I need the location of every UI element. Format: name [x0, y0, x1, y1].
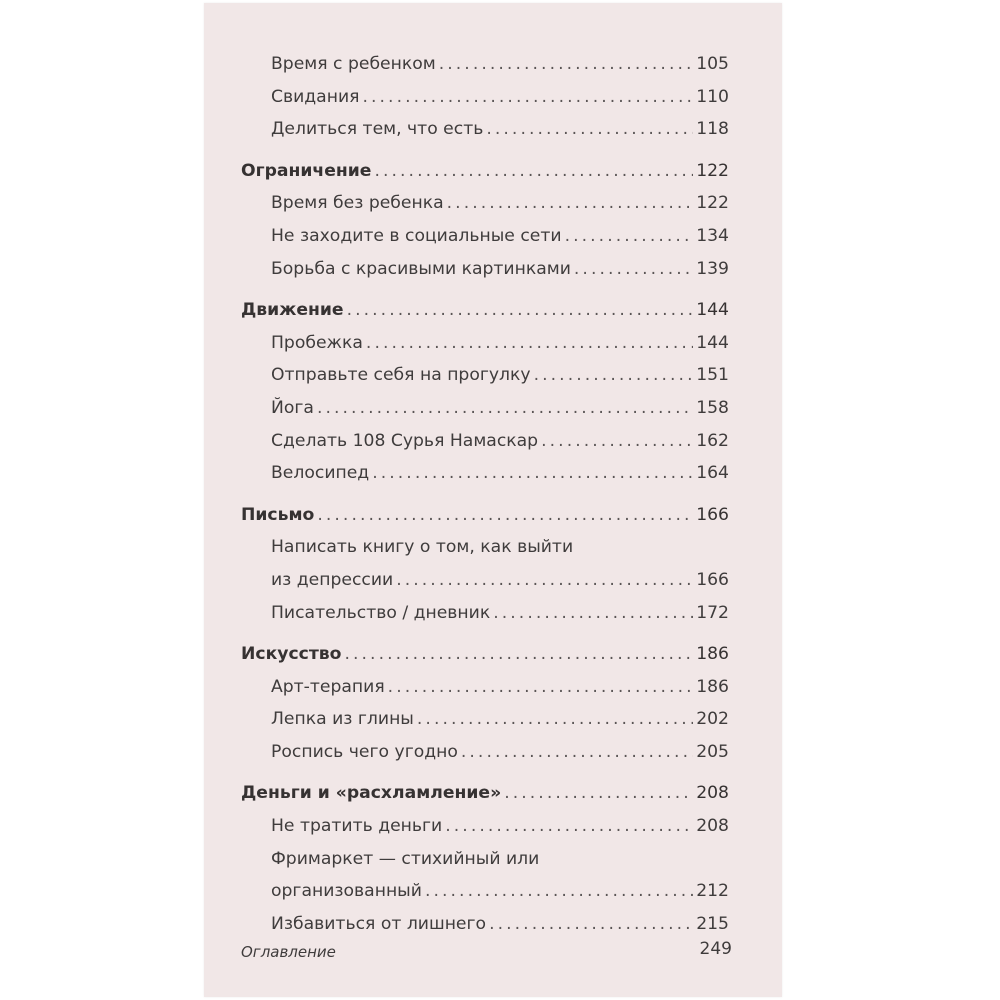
toc-entry-title: Роспись чего угодно: [271, 741, 458, 762]
toc-entry-page: 139: [696, 258, 729, 279]
toc-entry: [241, 113, 729, 146]
table-of-contents: [241, 48, 729, 940]
toc-entry-title: Йога: [271, 397, 314, 418]
toc-entry: [241, 564, 729, 597]
toc-section-title: Искусство: [241, 644, 342, 665]
toc-entry: [241, 187, 729, 220]
toc-section-page: 208: [696, 783, 729, 804]
dot-leader: [541, 425, 693, 458]
toc-entry-title: Время с ребенком: [271, 54, 436, 74]
toc-entry-page: 205: [696, 741, 729, 762]
dot-leader: [362, 81, 693, 114]
toc-section: [241, 499, 729, 532]
toc-entry: [241, 875, 729, 908]
toc-entry-title: Сделать 108 Сурья Намаскар: [271, 430, 539, 451]
toc-entry-title: Отправьте себя на прогулку: [271, 365, 531, 386]
toc-entry: [241, 253, 729, 286]
dot-leader: [374, 155, 693, 188]
toc-entry-page: 172: [696, 602, 729, 623]
dot-leader: [445, 810, 693, 843]
toc-entry-page: 134: [696, 225, 729, 246]
toc-entry-title: Избавиться от лишнего: [271, 913, 487, 934]
toc-entry-title: Время без ребенка: [271, 193, 444, 214]
toc-entry: [241, 671, 729, 704]
dot-leader: [425, 875, 693, 908]
toc-entry-title: Не заходите в социальные сети: [271, 225, 562, 246]
book-page: [204, 3, 782, 997]
toc-section-page: 144: [696, 300, 729, 321]
toc-entry-title: Велосипед: [271, 463, 370, 484]
toc-entry-page: 105: [696, 54, 729, 74]
toc-entry-title: Делиться тем, что есть: [271, 119, 484, 140]
toc-entry: [241, 736, 729, 769]
toc-entry: [241, 327, 729, 360]
dot-leader: [366, 327, 693, 360]
toc-entry-page: 212: [696, 881, 729, 902]
toc-section-title: Движение: [241, 300, 344, 321]
toc-entry: [241, 703, 729, 736]
toc-entry-title: Лепка из глины: [271, 709, 414, 730]
toc-entry: [241, 359, 729, 392]
toc-entry-page: 166: [696, 569, 729, 590]
toc-entry: [241, 220, 729, 253]
dot-leader: [388, 671, 694, 704]
toc-entry-page: 151: [696, 365, 729, 386]
toc-section-page: 122: [696, 160, 729, 181]
toc-entry-page: 186: [696, 676, 729, 697]
toc-entry-page: 164: [696, 463, 729, 484]
toc-entry-page: 162: [696, 430, 729, 451]
dot-leader: [317, 392, 693, 425]
dot-leader: [417, 703, 693, 736]
toc-entry-title: Пробежка: [271, 332, 363, 353]
toc-entry-page: 144: [696, 332, 729, 353]
toc-entry-page: 208: [696, 816, 729, 837]
toc-entry: [241, 810, 729, 843]
dot-leader: [461, 736, 693, 769]
toc-entry-title: Борьба с красивыми картинками: [271, 258, 571, 279]
toc-section: [241, 638, 729, 671]
running-footer-title: Оглавление: [241, 943, 336, 961]
toc-entry-page: 118: [696, 119, 729, 140]
dot-leader: [486, 113, 693, 146]
dot-leader: [534, 359, 694, 392]
page-number: 249: [699, 939, 732, 959]
dot-leader: [565, 220, 694, 253]
toc-entry: [241, 908, 729, 941]
toc-entry: [241, 392, 729, 425]
dot-leader: [447, 187, 694, 220]
toc-entry: [241, 48, 729, 81]
toc-section-title: Письмо: [241, 504, 315, 525]
dot-leader: [493, 597, 693, 630]
toc-entry-title: Арт-терапия: [271, 676, 385, 697]
toc-entry-page: 158: [696, 397, 729, 418]
toc-section-title: Ограничение: [241, 160, 372, 181]
toc-entry-line: [241, 531, 729, 564]
toc-section: [241, 155, 729, 188]
toc-section-page: 166: [696, 504, 729, 525]
toc-entry-page: 110: [696, 86, 729, 107]
toc-entry-title: Не тратить деньги: [271, 816, 443, 837]
toc-entry: [241, 425, 729, 458]
toc-entry-title: Фримаркет — стихийный или: [271, 848, 540, 869]
toc-entry-page: 215: [696, 913, 729, 934]
toc-entry: [241, 81, 729, 114]
toc-entry: [241, 597, 729, 630]
toc-entry-title: Свидания: [271, 86, 360, 107]
dot-leader: [317, 499, 693, 532]
dot-leader: [372, 457, 693, 490]
dot-leader: [439, 48, 693, 81]
toc-entry-title: Написать книгу о том, как выйти: [271, 537, 574, 558]
dot-leader: [489, 908, 693, 941]
toc-section-title: Деньги и «расхламление»: [241, 783, 502, 804]
dot-leader: [504, 777, 693, 810]
dot-leader: [344, 638, 693, 671]
dot-leader: [347, 294, 694, 327]
toc-section-page: 186: [696, 644, 729, 665]
toc-entry: [241, 457, 729, 490]
toc-entry-page: 122: [696, 193, 729, 214]
toc-entry-title: из депрессии: [271, 569, 394, 590]
toc-entry-title: Писательство / дневник: [271, 602, 491, 623]
toc-section: [241, 777, 729, 810]
toc-section: [241, 294, 729, 327]
dot-leader: [574, 253, 693, 286]
toc-entry-title: организованный: [271, 881, 422, 902]
dot-leader: [396, 564, 693, 597]
toc-entry-page: 202: [696, 709, 729, 730]
toc-entry-line: [241, 843, 729, 876]
